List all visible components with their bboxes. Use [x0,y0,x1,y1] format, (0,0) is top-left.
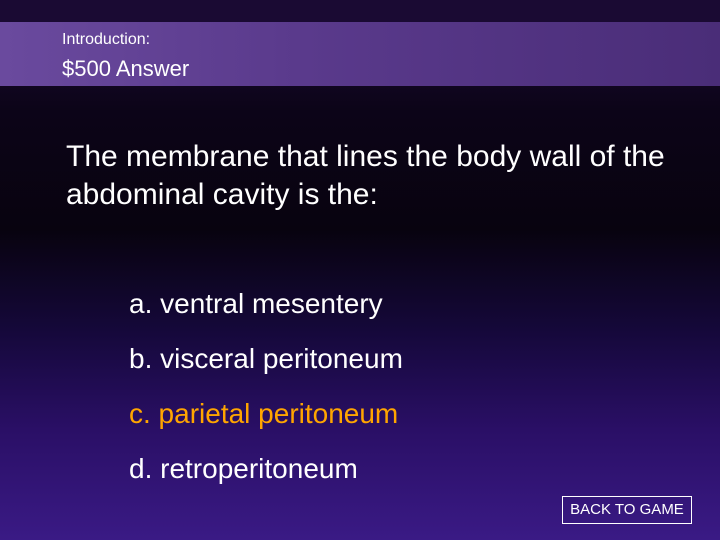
slide-title: $500 Answer [62,56,190,81]
answer-list [129,285,403,505]
category-label: Introduction: [62,31,151,48]
question-text: The membrane that lines the body wall of the abdominal cavity is the: [66,140,665,211]
answer-option-b: b. visceral peritoneum [129,343,403,374]
back-to-game-button[interactable]: BACK TO GAME [562,496,692,524]
answer-option-a: a. ventral mesentery [129,288,383,319]
answer-option-d: d. retroperitoneum [129,453,358,484]
answer-option-c-correct: c. parietal peritoneum [129,398,399,429]
